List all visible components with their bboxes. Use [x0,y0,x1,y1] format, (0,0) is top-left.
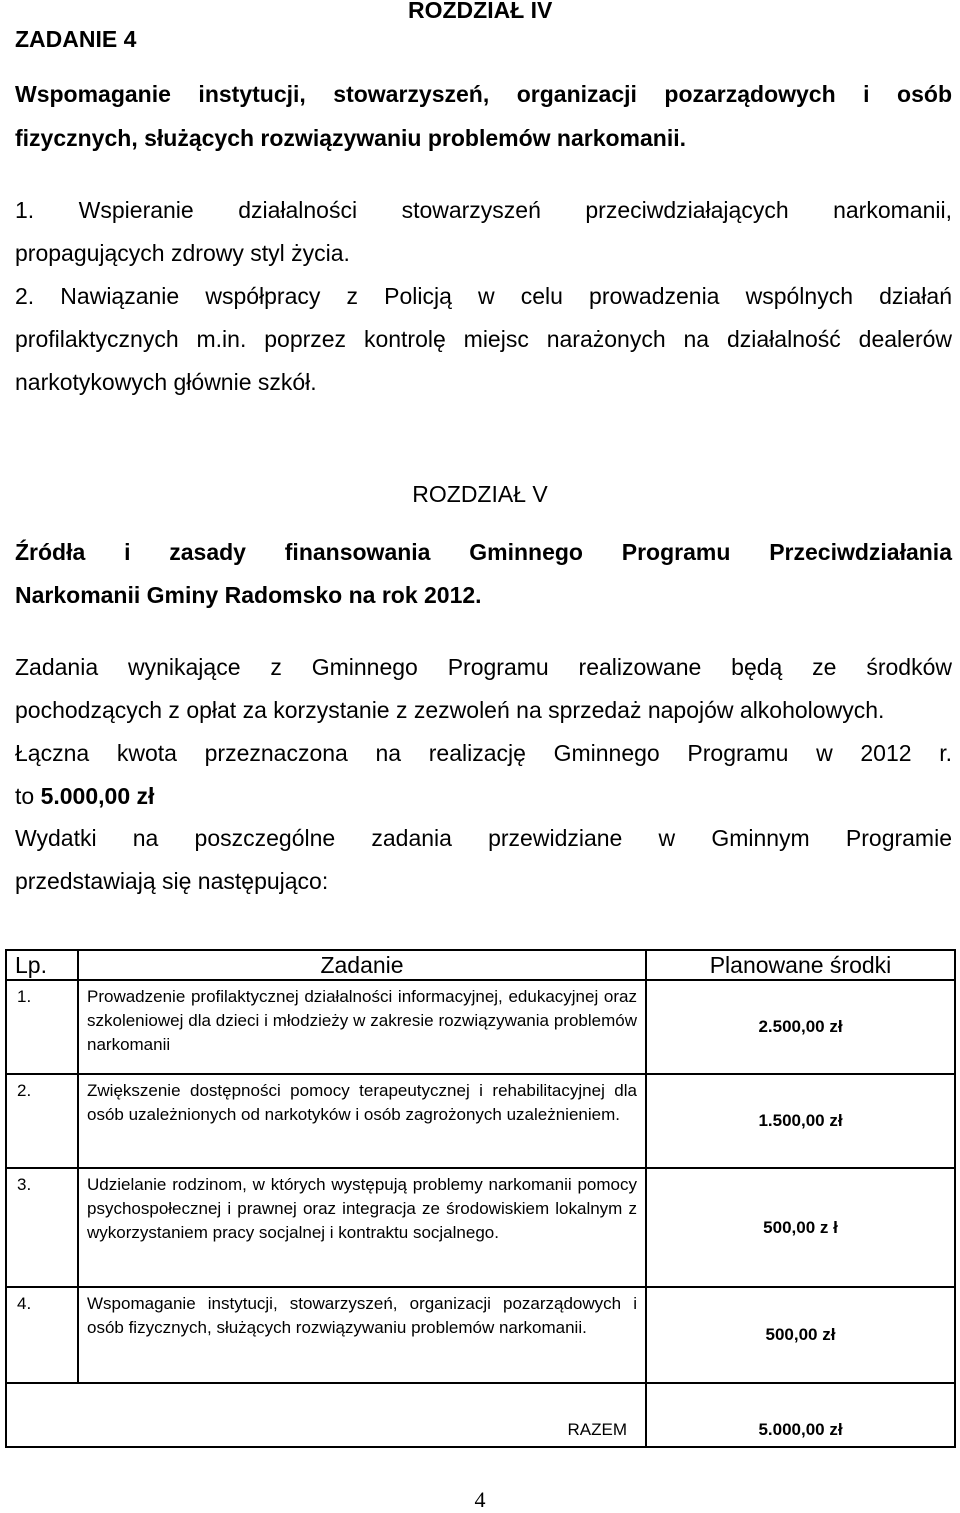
chapter-4-label: ROZDZIAŁ IV [408,0,553,23]
row-amount: 500,00 zł [646,1287,955,1383]
section-title-line2: fizycznych, służących rozwiązywaniu problemów narkomanii. [15,125,687,151]
item2-line2: profilaktycznych m.in. poprzez kontrolę miejsc narażonych na działalność dealerów [15,326,952,352]
table-row [6,980,955,1074]
total-amount-line2 [15,783,154,810]
funding-para-line1: Zadania wynikające z Gminnego Programu realizowane będą ze środków [15,654,952,680]
budget-table [5,949,956,1448]
row-description: Prowadzenie profilaktycznej działalności informacyjnej, edukacyjnej oraz szkoleniowej dla dzieci i młodzieży w zakresie rozwiązywania problemów narkomanii [78,980,646,1074]
table-row [6,1074,955,1168]
chapter-5-label: ROZDZIAŁ V [412,481,548,507]
chapter-5-title-line2: Narkomanii Gminy Radomsko na rok 2012. [15,582,482,608]
row-number: 1. [6,980,78,1074]
row-amount: 2.500,00 zł [646,980,955,1074]
expenses-intro-line1: Wydatki na poszczególne zadania przewidziane w Gminnym Programie [15,825,952,851]
page-number: 4 [474,1487,486,1512]
total-amount: 5.000,00 zł [646,1383,955,1447]
row-description: Wspomaganie instytucji, stowarzyszeń, organizacji pozarządowych i osób fizycznych, służących rozwiązywaniu problemów narkomanii. [78,1287,646,1383]
row-description: Udzielanie rodzinom, w których występują problemy narkomanii pomocy psychospołecznej i prawnej oraz integracja ze środowiskiem lokalnym z wykorzystaniem pracy socjalnej i kontraktu socjalnego. [78,1168,646,1287]
table-row [6,1287,955,1383]
item2-line1: 2. Nawiązanie współpracy z Policją w celu prowadzenia wspólnych działań [15,283,952,309]
funding-para-line2: pochodzących z opłat za korzystanie z zezwoleń na sprzedaż napojów alkoholowych. [15,697,885,723]
header-task: Zadanie [78,950,646,980]
chapter-5-title-line1: Źródła i zasady finansowania Gminnego Programu Przeciwdziałania [15,539,952,565]
item2-line3: narkotykowych głównie szkół. [15,369,317,395]
total-amount-prefix: to [15,783,41,809]
table-header-row [6,950,955,980]
row-number: 2. [6,1074,78,1168]
row-number: 4. [6,1287,78,1383]
total-label: RAZEM [6,1383,646,1447]
total-amount-line1: Łączna kwota przeznaczona na realizację Gminnego Programu w 2012 r. [15,740,952,766]
item1-line1: 1. Wspieranie działalności stowarzyszeń przeciwdziałających narkomanii, [15,197,952,223]
row-description: Zwiększenie dostępności pomocy terapeutycznej i rehabilitacyjnej dla osób uzależnionych od narkotyków i osób zagrożonych uzależnieniem. [78,1074,646,1168]
task-label: ZADANIE 4 [15,26,137,52]
item1-line2: propagujących zdrowy styl życia. [15,240,350,266]
total-amount-value: 5.000,00 zł [40,783,155,809]
table-total-row [6,1383,955,1447]
row-amount: 500,00 z ł [646,1168,955,1287]
table-row [6,1168,955,1287]
expenses-intro-line2: przedstawiają się następująco: [15,868,329,894]
row-amount: 1.500,00 zł [646,1074,955,1168]
section-title-line1: Wspomaganie instytucji, stowarzyszeń, organizacji pozarządowych i osób [15,81,952,107]
header-funds: Planowane środki [646,950,955,980]
header-lp: Lp. [6,950,78,980]
row-number: 3. [6,1168,78,1287]
